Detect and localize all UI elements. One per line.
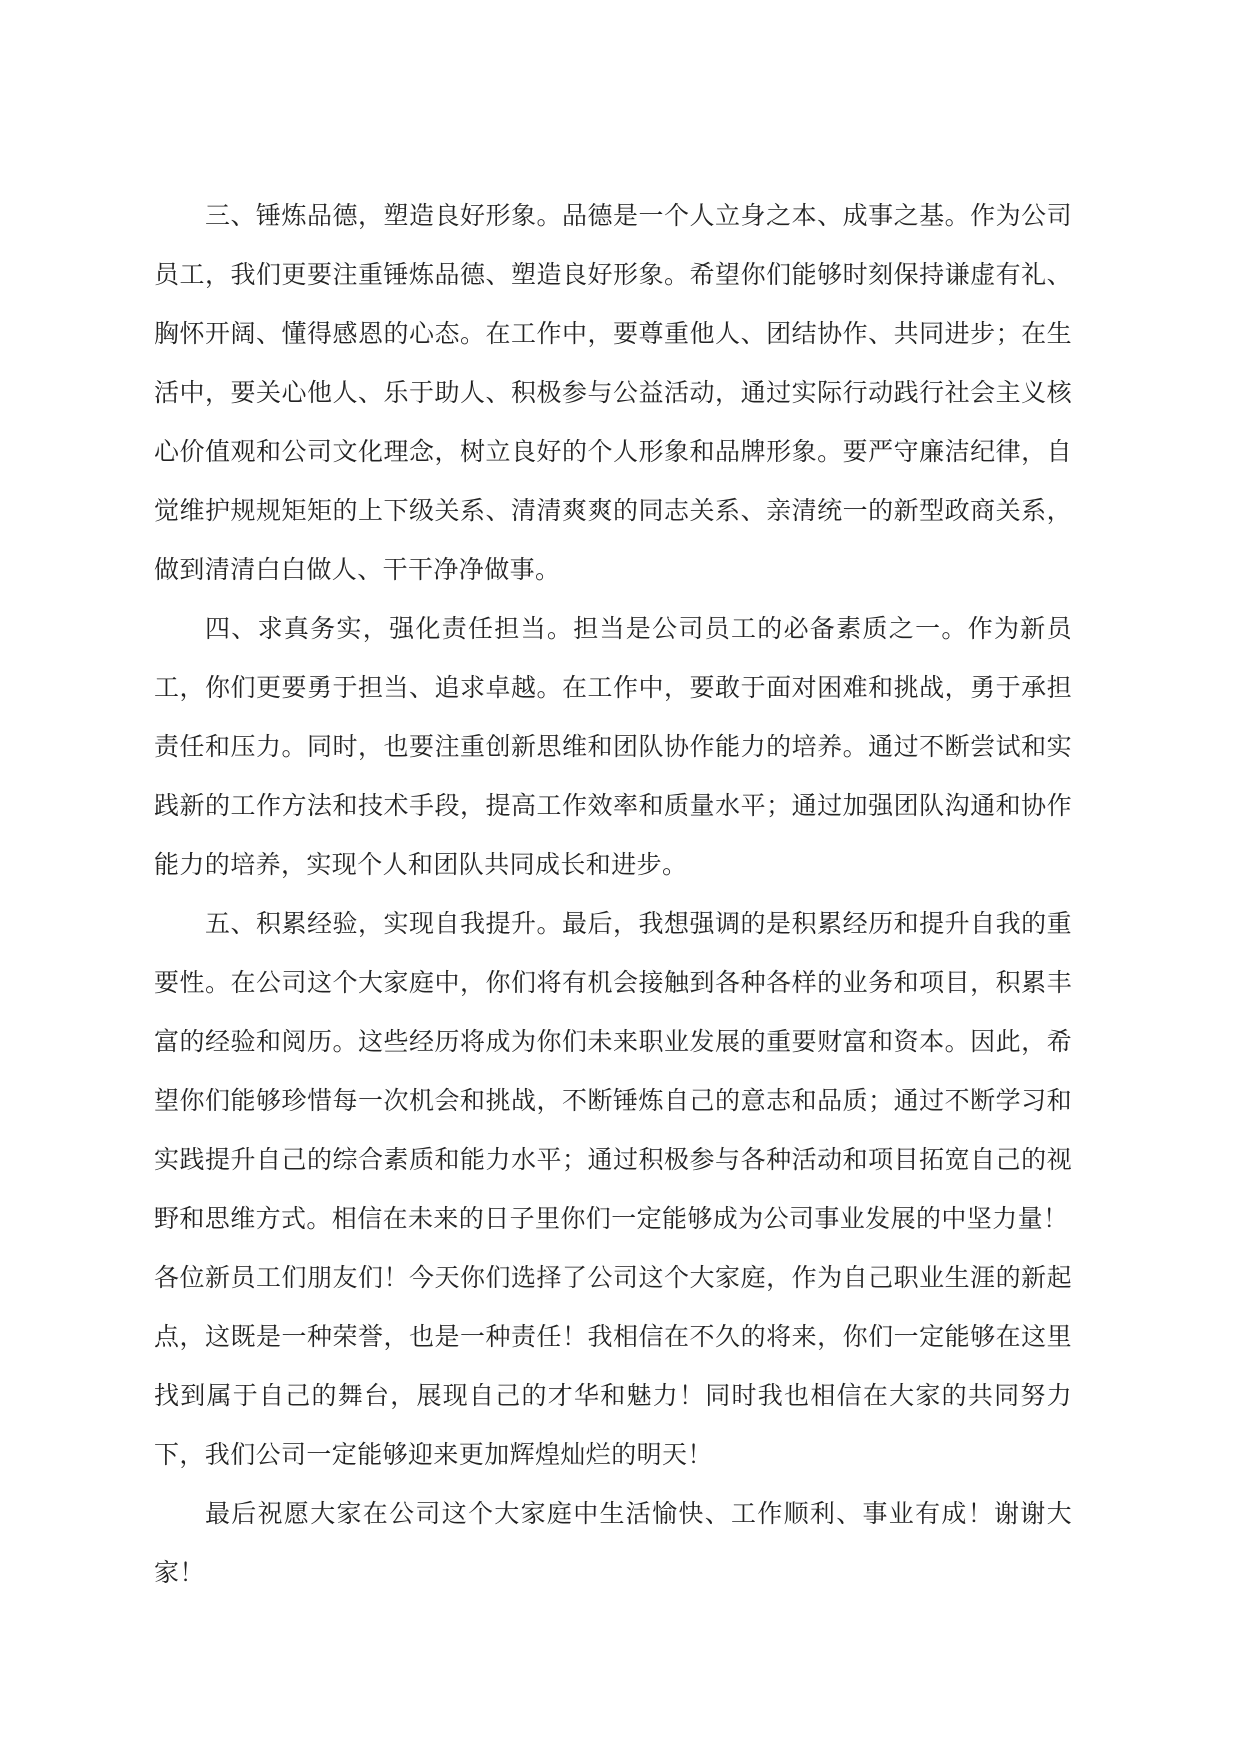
paragraph-character: 三、锤炼品德，塑造良好形象。品德是一个人立身之本、成事之基。作为公司员工，我们更要注重锤炼品德、塑造良好形象。希望你们能够时刻保持谦虚有礼、胸怀开阔、懂得感恩的心态。在工作中，要尊重他人、团结协作、共同进步；在生活中，要关心他人、乐于助人、积极参与公益活动，通过实际行动践行社会主义核心价值观和公司文化理念，树立良好的个人形象和品牌形象。要严守廉洁纪律，自觉维护规规矩矩的上下级关系、清清爽爽的同志关系、亲清统一的新型政商关系，做到清清白白做人、干干净净做事。 [154, 201, 1072, 584]
paragraph-experience: 五、积累经验，实现自我提升。最后，我想强调的是积累经历和提升自我的重要性。在公司这个大家庭中，你们将有机会接触到各种各样的业务和项目，积累丰富的经验和阅历。这些经历将成为你们未来职业发展的重要财富和资本。因此，希望你们能够珍惜每一次机会和挑战，不断锤炼自己的意志和品质；通过不断学习和实践提升自己的综合素质和能力水平；通过积极参与各种活动和项目拓宽自己的视野和思维方式。相信在未来的日子里你们一定能够成为公司事业发展的中坚力量！ [154, 909, 1072, 1233]
document-body [154, 186, 1072, 1602]
paragraph-closing-wishes: 最后祝愿大家在公司这个大家庭中生活愉快、工作顺利、事业有成！谢谢大家！ [154, 1499, 1072, 1587]
paragraph-address-new-employees: 各位新员工们朋友们！今天你们选择了公司这个大家庭，作为自己职业生涯的新起点，这既是一种荣誉，也是一种责任！我相信在不久的将来，你们一定能够在这里找到属于自己的舞台，展现自己的才华和魅力！同时我也相信在大家的共同努力下，我们公司一定能够迎来更加辉煌灿烂的明天！ [154, 1263, 1072, 1469]
paragraph-responsibility: 四、求真务实，强化责任担当。担当是公司员工的必备素质之一。作为新员工，你们更要勇于担当、追求卓越。在工作中，要敢于面对困难和挑战，勇于承担责任和压力。同时，也要注重创新思维和团队协作能力的培养。通过不断尝试和实践新的工作方法和技术手段，提高工作效率和质量水平；通过加强团队沟通和协作能力的培养，实现个人和团队共同成长和进步。 [154, 614, 1072, 879]
